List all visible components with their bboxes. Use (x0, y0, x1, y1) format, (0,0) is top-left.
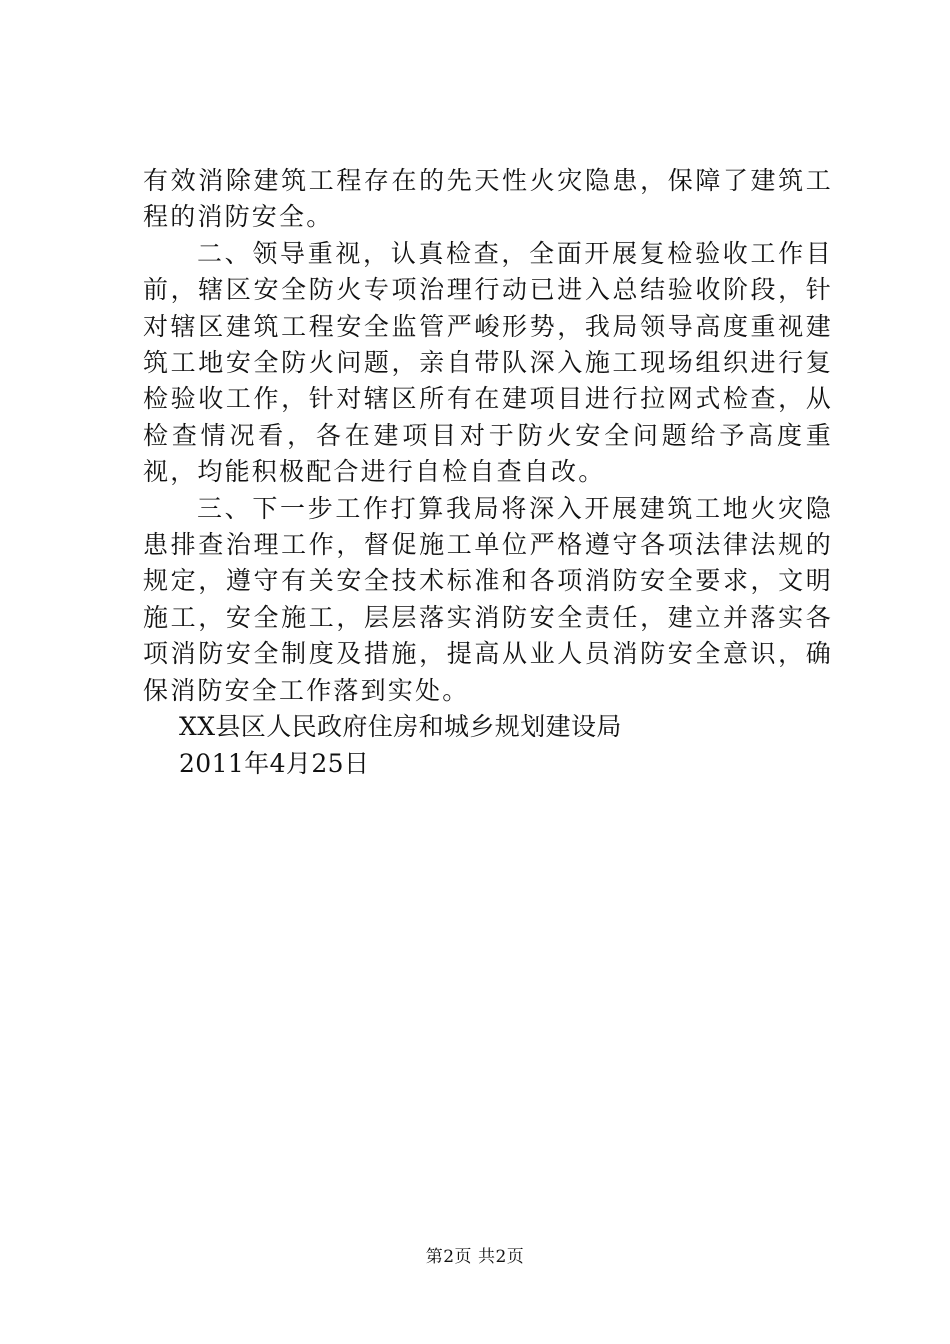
paragraph-section-three: 三、下一步工作打算我局将深入开展建筑工地火灾隐患排查治理工作，督促施工单位严格遵守各项法律法规的规定，遵守有关安全技术标准和各项消防安全要求，文明施工，安全施工，层层落实消防安全责任，建立并落实各项消防安全制度及措施，提高从业人员消防安全意识，确保消防安全工作落到实处。 (143, 493, 833, 705)
signature-organization: XX县区人民政府住房和城乡规划建设局 (179, 712, 622, 742)
page-footer: 第2页 共2页 (425, 1247, 525, 1267)
paragraph-continuation: 有效消除建筑工程存在的先天性火灾隐患，保障了建筑工程的消防安全。 (143, 166, 833, 232)
document-body (143, 163, 833, 782)
paragraph-section-two: 二、领导重视，认真检查，全面开展复检验收工作目前，辖区安全防火专项治理行动已进入总结验收阶段，针对辖区建筑工程安全监管严峻形势，我局领导高度重视建筑工地安全防火问题，亲自带队深入施工现场组织进行复检验收工作，针对辖区所有在建项目进行拉网式检查，从检查情况看，各在建项目对于防火安全问题给予高度重视，均能积极配合进行自检自查自改。 (143, 238, 833, 487)
signature-date: 2011年4月25日 (179, 748, 370, 778)
